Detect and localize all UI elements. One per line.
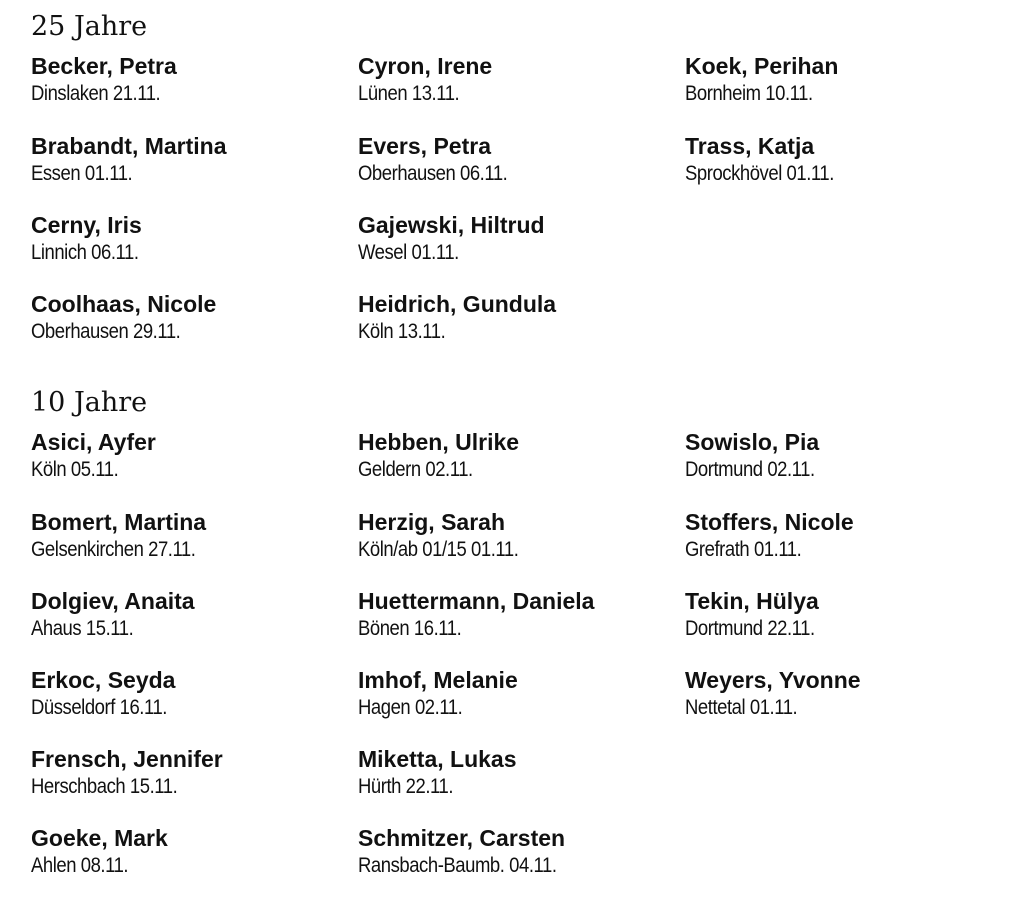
entry-name: Frensch, Jennifer (31, 746, 223, 772)
entry (358, 815, 685, 894)
entry-place-date: Essen 01.11. (31, 162, 133, 185)
entry-place-date: Linnich 06.11. (31, 241, 139, 264)
section-10-jahre (31, 386, 991, 894)
entry-place-date: Hagen 02.11. (358, 696, 463, 719)
entry-name: Goeke, Mark (31, 825, 168, 851)
entry (358, 420, 685, 499)
entry (31, 420, 358, 499)
entry (358, 499, 685, 578)
empty-cell (685, 736, 985, 815)
entry (685, 578, 985, 657)
entry-place-date: Köln 13.11. (358, 320, 446, 343)
entry-place-date: Bornheim 10.11. (685, 82, 813, 105)
entry (31, 736, 358, 815)
entry-name: Hebben, Ulrike (358, 429, 520, 455)
entry-name: Becker, Petra (31, 53, 177, 79)
entry-grid (31, 44, 991, 360)
entry-place-date: Ahlen 08.11. (31, 854, 129, 877)
entry-name: Koek, Perihan (685, 53, 839, 79)
entry (358, 657, 685, 736)
entry (358, 123, 685, 202)
entry-place-date: Bönen 16.11. (358, 617, 462, 640)
entry-name: Stoffers, Nicole (685, 509, 854, 535)
entry-place-date: Köln/ab 01/15 01.11. (358, 538, 519, 561)
entry-place-date: Oberhausen 06.11. (358, 162, 508, 185)
entry (31, 123, 358, 202)
entry-name: Bomert, Martina (31, 509, 207, 535)
entry-name: Herzig, Sarah (358, 509, 505, 535)
entry-grid (31, 420, 991, 894)
anniversary-page (31, 10, 991, 894)
section-title: 25 Jahre (31, 11, 148, 42)
entry-name: Tekin, Hülya (685, 588, 819, 614)
entry (31, 657, 358, 736)
entry-name: Cyron, Irene (358, 53, 493, 79)
entry (31, 44, 358, 123)
entry-name: Evers, Petra (358, 133, 491, 159)
entry-name: Erkoc, Seyda (31, 667, 176, 693)
entry (685, 657, 985, 736)
entry-name: Cerny, Iris (31, 212, 142, 238)
entry-place-date: Düsseldorf 16.11. (31, 696, 168, 719)
section-title: 10 Jahre (31, 387, 148, 418)
entry-place-date: Gelsenkirchen 27.11. (31, 538, 196, 561)
entry-place-date: Oberhausen 29.11. (31, 320, 181, 343)
entry (31, 202, 358, 281)
entry (358, 578, 685, 657)
entry-name: Miketta, Lukas (358, 746, 517, 772)
entry (31, 281, 358, 360)
entry-name: Heidrich, Gundula (358, 291, 557, 317)
entry-place-date: Lünen 13.11. (358, 82, 460, 105)
entry-place-date: Ahaus 15.11. (31, 617, 134, 640)
entry-place-date: Grefrath 01.11. (685, 538, 802, 561)
entry-place-date: Nettetal 01.11. (685, 696, 798, 719)
entry-place-date: Herschbach 15.11. (31, 775, 178, 798)
entry-name: Imhof, Melanie (358, 667, 518, 693)
entry (685, 123, 985, 202)
entry-place-date: Dortmund 02.11. (685, 458, 815, 481)
entry (685, 499, 985, 578)
entry (358, 281, 685, 360)
entry-place-date: Geldern 02.11. (358, 458, 473, 481)
entry-name: Coolhaas, Nicole (31, 291, 217, 317)
entry-name: Gajewski, Hiltrud (358, 212, 545, 238)
entry-name: Brabandt, Martina (31, 133, 227, 159)
entry (358, 202, 685, 281)
entry-place-date: Dinslaken 21.11. (31, 82, 161, 105)
entry-place-date: Wesel 01.11. (358, 241, 459, 264)
entry (685, 420, 985, 499)
entry (358, 736, 685, 815)
entry-name: Dolgiev, Anaita (31, 588, 195, 614)
entry-place-date: Köln 05.11. (31, 458, 119, 481)
entry (31, 815, 358, 894)
entry-place-date: Hürth 22.11. (358, 775, 454, 798)
entry (31, 499, 358, 578)
entry-place-date: Ransbach-Baumb. 04.11. (358, 854, 557, 877)
entry-name: Schmitzer, Carsten (358, 825, 566, 851)
empty-cell (685, 281, 985, 360)
entry-name: Sowislo, Pia (685, 429, 820, 455)
entry-name: Huettermann, Daniela (358, 588, 595, 614)
section-25-jahre (31, 10, 991, 360)
entry (31, 578, 358, 657)
entry-place-date: Sprockhövel 01.11. (685, 162, 834, 185)
empty-cell (685, 202, 985, 281)
entry-name: Asici, Ayfer (31, 429, 156, 455)
entry-name: Trass, Katja (685, 133, 815, 159)
entry-name: Weyers, Yvonne (685, 667, 861, 693)
entry (685, 44, 985, 123)
entry-place-date: Dortmund 22.11. (685, 617, 815, 640)
empty-cell (685, 815, 985, 894)
entry (358, 44, 685, 123)
